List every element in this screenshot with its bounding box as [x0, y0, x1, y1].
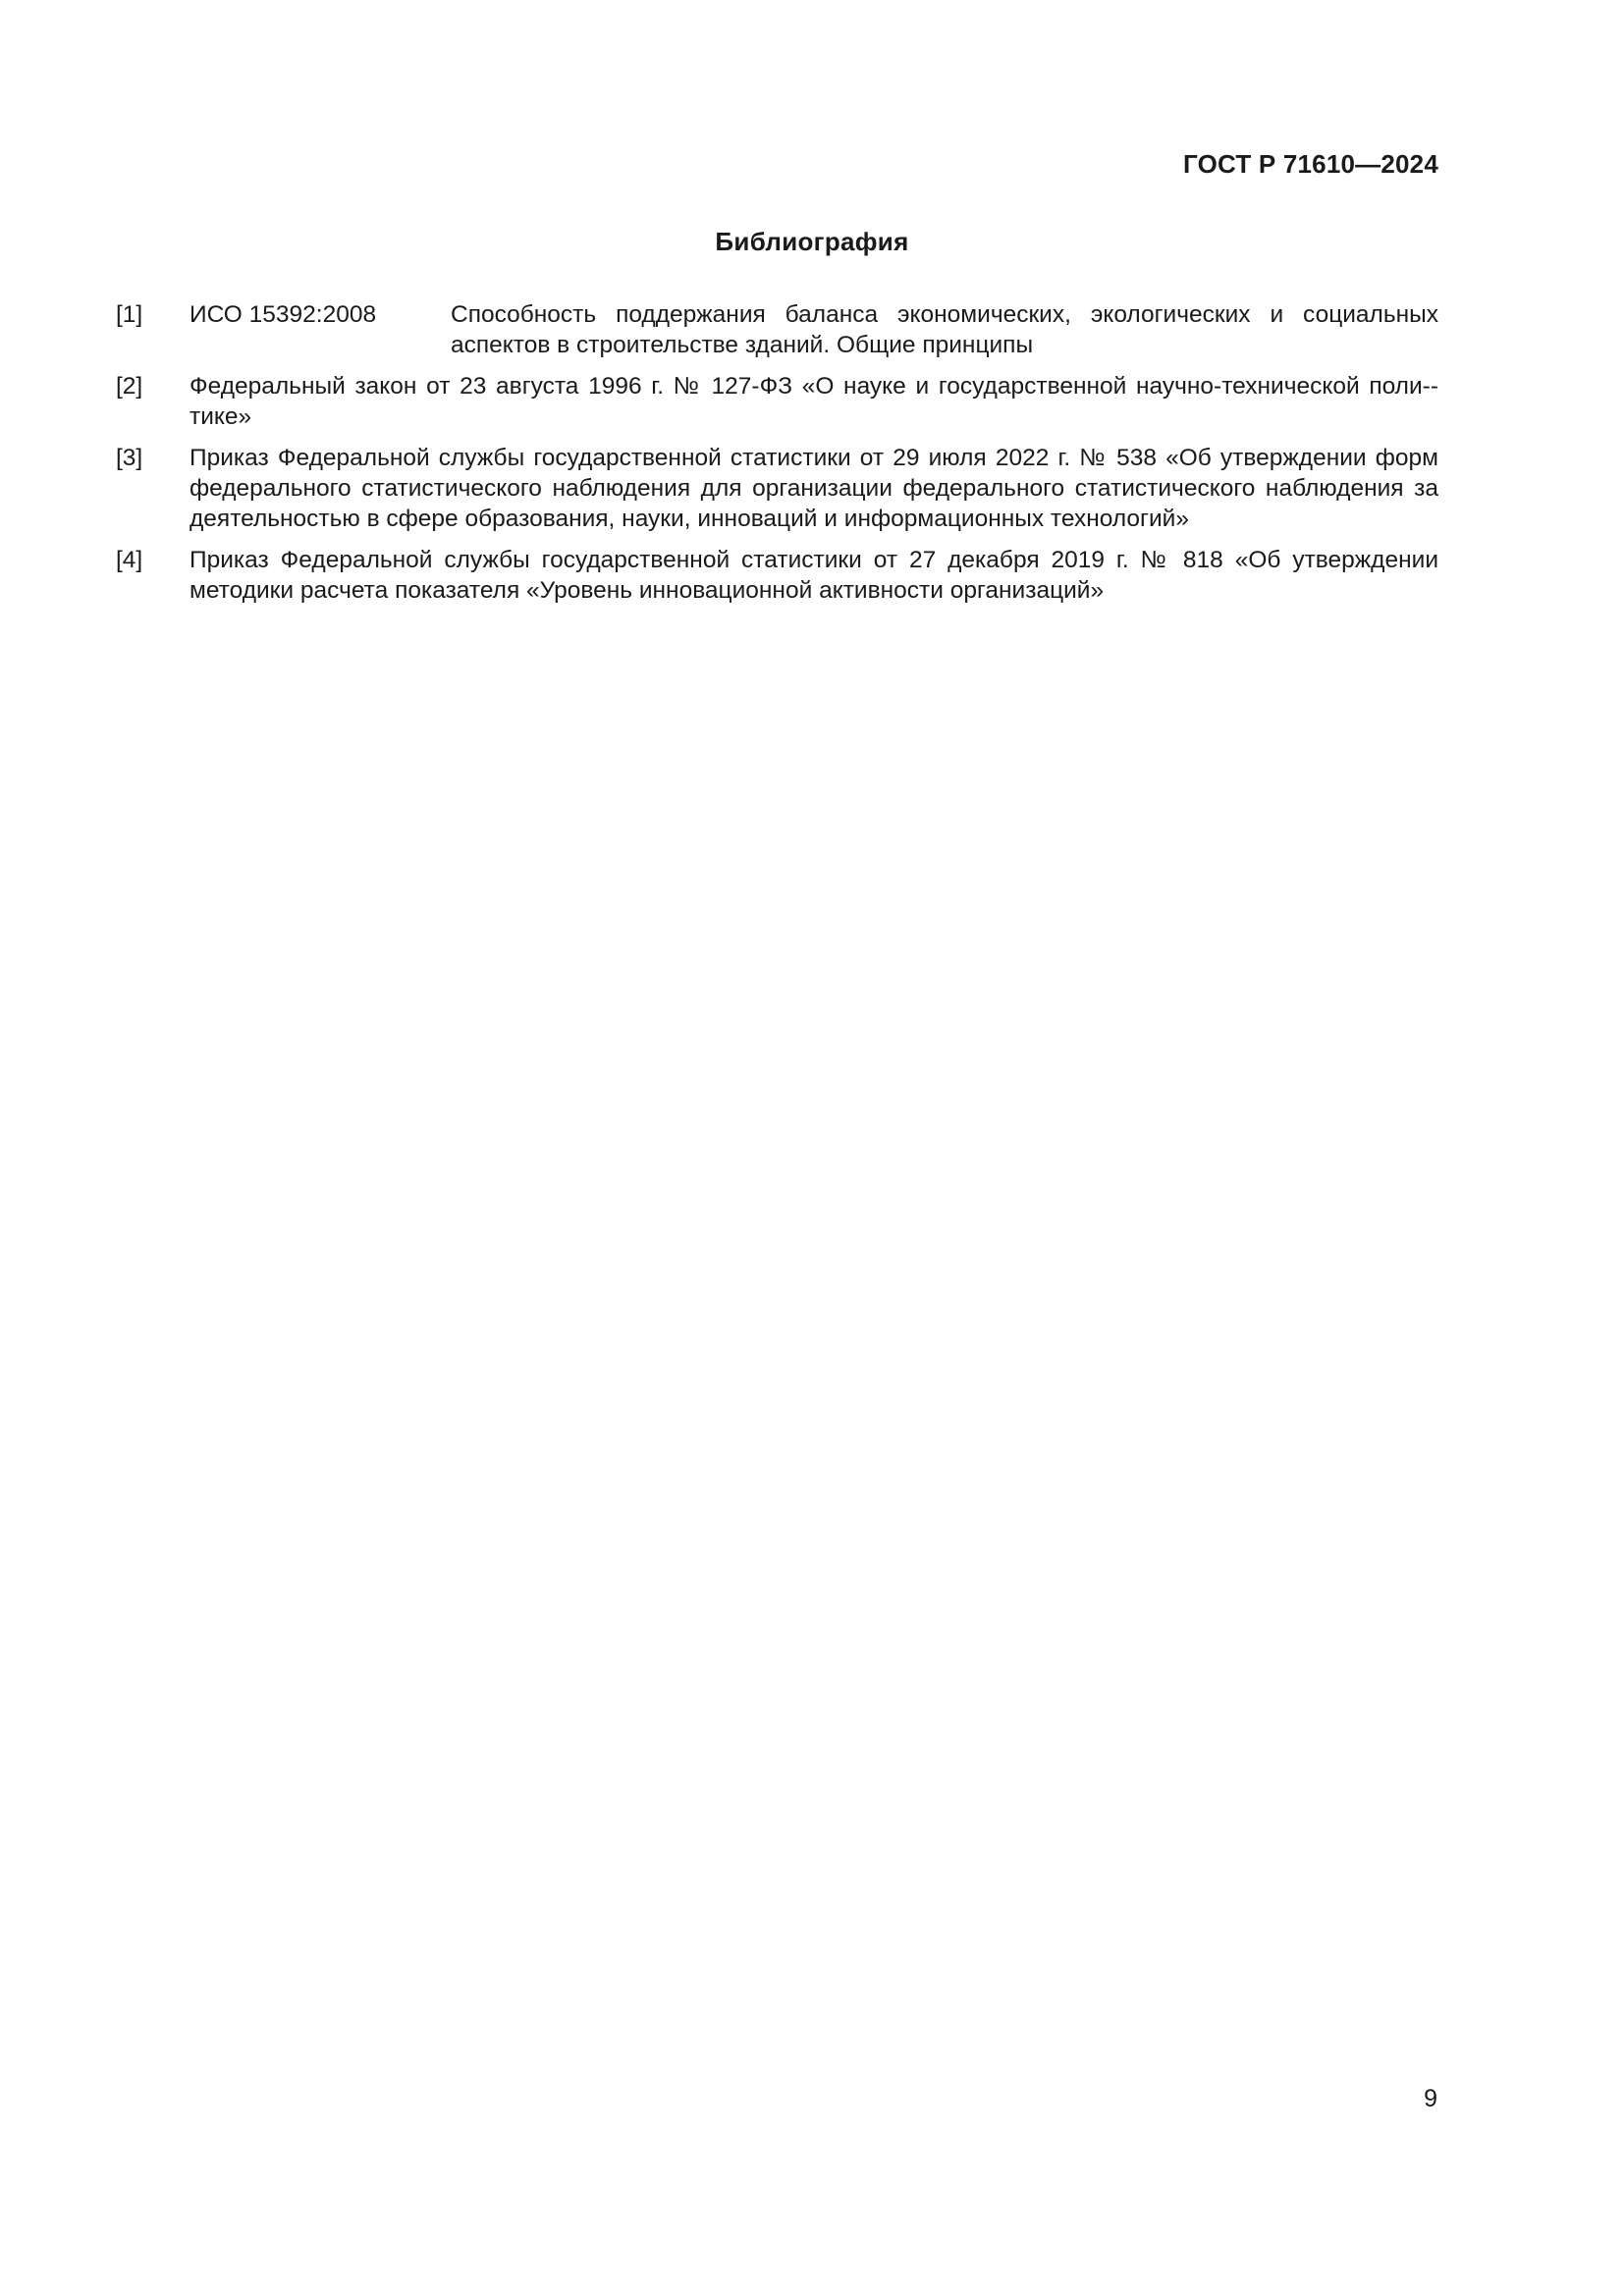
bibliography-entry — [116, 443, 1438, 534]
standard-code: ИСО 15392:2008 — [189, 301, 377, 328]
entry-number: [1] — [116, 301, 143, 328]
entry-body — [189, 299, 1438, 360]
page-number: 9 — [1424, 2085, 1437, 2112]
entry-text: Федеральный закон от 23 августа 1996 г. № 127-ФЗ «О науке и государственной научно-технической поли-тике» — [189, 373, 1438, 430]
entry-number: [3] — [116, 445, 143, 471]
entry-text: Способность поддержания баланса экономических, экологических и социальных аспектов в строительстве зданий. Общие принципы — [451, 301, 1438, 358]
section-title: Библиография — [715, 227, 909, 256]
bibliography-list — [116, 299, 1438, 616]
entry-number: [4] — [116, 547, 143, 573]
document-code: ГОСТ Р 71610—2024 — [1183, 149, 1438, 179]
bibliography-entry — [116, 371, 1438, 432]
bibliography-entry — [116, 299, 1438, 360]
entry-number: [2] — [116, 373, 143, 400]
entry-text: Приказ Федеральной службы государственной статистики от 27 декабря 2019 г. № 818 «Об утверждении методики расчета показателя «Уровень инновационной активности организаций» — [189, 547, 1438, 604]
bibliography-entry — [116, 545, 1438, 606]
entry-text: Приказ Федеральной службы государственной статистики от 29 июля 2022 г. № 538 «Об утверждении форм федерального статистического наблюдения для организации федерального статистического наблюдения за деятельностью в сфере образования, науки, инноваций и информационных технологий» — [189, 445, 1438, 532]
